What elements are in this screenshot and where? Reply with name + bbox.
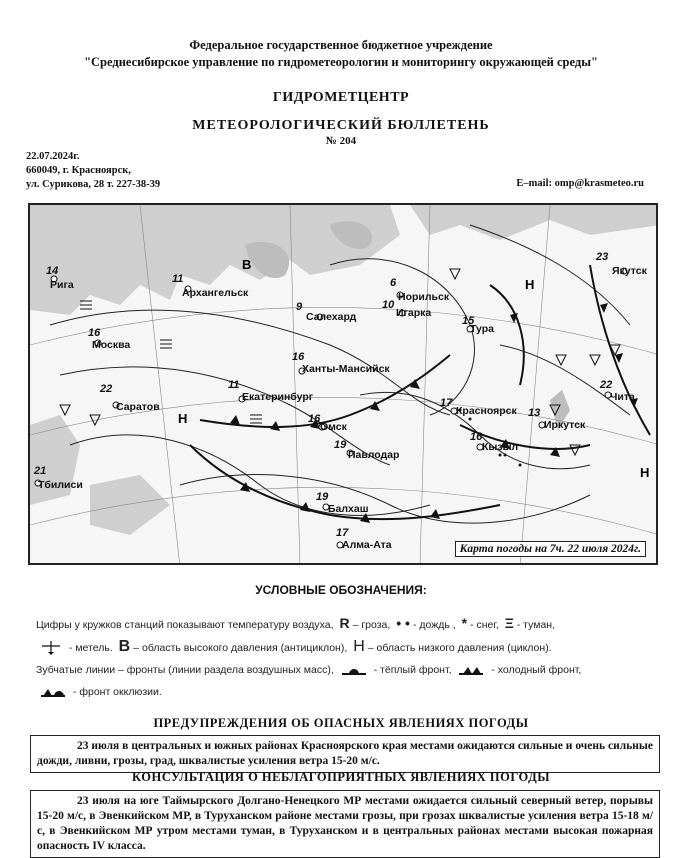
legend-warm-text: - тёплый фронт, bbox=[373, 664, 452, 676]
center-name: ГИДРОМЕТЦЕНТР bbox=[272, 90, 410, 105]
legend-cold-text: - холодный фронт, bbox=[491, 664, 582, 676]
city-tbilisi: Тбилиси bbox=[38, 479, 83, 491]
warnings-title: ПРЕДУПРЕЖДЕНИЯ ОБ ОПАСНЫХ ЯВЛЕНИЯХ ПОГОДЫ bbox=[153, 716, 529, 730]
warnings-box: 23 июля в центральных и южных районах Красноярского края местами ожидаются сильные и очень сильные дожди, ливни, грозы, град, шквалистые усиления ветра 15-20 м/с. bbox=[30, 735, 660, 773]
street-address: ул. Сурикова, 28 т. 227-38-39 bbox=[26, 179, 161, 190]
temp-alma-ata: 17 bbox=[336, 527, 349, 539]
city-pavlodar: Павлодар bbox=[348, 449, 400, 461]
bulletin-title: МЕТЕОРОЛОГИЧЕСКИЙ БЮЛЛЕТЕНЬ bbox=[192, 118, 490, 133]
city-saratov: Саратов bbox=[116, 401, 160, 413]
temp-irkutsk: 13 bbox=[528, 407, 541, 419]
temp-saratov: 22 bbox=[100, 383, 113, 395]
city-balkhash: Балхаш bbox=[328, 503, 369, 515]
bulletin-number: № 204 bbox=[325, 135, 357, 147]
legend bbox=[36, 612, 656, 703]
city-khanty-mansiysk: Ханты-Мансийск bbox=[302, 363, 390, 375]
temp-salekhard: 9 bbox=[296, 301, 303, 313]
temp-riga: 14 bbox=[46, 265, 59, 277]
consultation-box: 23 июля на юге Таймырского Долгано-Ненецкого МР местами ожидается сильный северный ветер, порывы 15-20 м/с, в Эвенкийском МР, в Туруханском районе местами грозы, при грозах шквалистые усиления ветра 15-18 м/с, в Эвенкийском МР утром местами туман, в Туруханском и в центральных районах местами высокая пожарная опасность IV класса. bbox=[30, 790, 660, 858]
temp-khanty-mansiysk: 16 bbox=[292, 351, 305, 363]
legend-blizzard-text: - метель. bbox=[68, 642, 113, 654]
legend-title: УСЛОВНЫЕ ОБОЗНАЧЕНИЯ: bbox=[255, 583, 427, 597]
low-pressure-label-3: Н bbox=[640, 465, 650, 480]
temp-ekaterinburg: 11 bbox=[228, 379, 240, 391]
rain-icon: • • bbox=[396, 615, 410, 631]
map-caption: Карта погоды на 7ч. 22 июля 2024г. bbox=[455, 541, 646, 557]
legend-temp-text: Цифры у кружков станций показывают температуру воздуха, bbox=[36, 619, 334, 631]
city-riga: Рига bbox=[50, 279, 74, 291]
high-pressure-label: В bbox=[242, 257, 252, 272]
city-tura: Тура bbox=[470, 323, 494, 335]
city-kyzyl: Кызыл bbox=[482, 441, 519, 453]
legend-rain-text: - дождь , bbox=[412, 619, 456, 631]
low-pressure-label-2: Н bbox=[525, 277, 535, 292]
thunder-icon: R bbox=[339, 615, 350, 631]
legend-low-text: – область низкого давления (циклон). bbox=[367, 642, 552, 654]
postal-address: 660049, г. Красноярск, bbox=[26, 165, 131, 176]
legend-fog-text: - туман, bbox=[516, 619, 556, 631]
weather-map bbox=[28, 203, 658, 565]
city-yakutsk: Якутск bbox=[612, 265, 647, 277]
temp-chita: 22 bbox=[600, 379, 613, 391]
high-pressure-icon: В bbox=[118, 638, 131, 655]
city-ekaterinburg: Екатеринбург bbox=[242, 391, 314, 403]
legend-row-4 bbox=[36, 681, 656, 703]
legend-occlusion-text: - фронт окклюзии. bbox=[72, 686, 162, 698]
temp-igarka: 10 bbox=[382, 299, 395, 311]
bulletin-meta bbox=[26, 150, 160, 192]
temp-yakutsk: 23 bbox=[596, 251, 609, 263]
legend-row-1 bbox=[36, 612, 656, 636]
city-omsk: Омск bbox=[320, 421, 347, 433]
consultation-title: КОНСУЛЬТАЦИЯ О НЕБЛАГОПРИЯТНЫХ ЯВЛЕНИЯХ ПОГОДЫ bbox=[132, 770, 550, 784]
temp-tura: 15 bbox=[462, 315, 475, 327]
city-chita: Чита bbox=[610, 391, 635, 403]
bulletin-date: 22.07.2024г. bbox=[26, 151, 80, 162]
city-igarka: Игарка bbox=[396, 307, 432, 319]
temp-moskva: 16 bbox=[88, 327, 101, 339]
temp-balkhash: 19 bbox=[316, 491, 329, 503]
legend-row-3 bbox=[36, 659, 656, 681]
legend-thunder-text: – гроза, bbox=[352, 619, 391, 631]
legend-fronts-text: Зубчатые линии – фронты (линии раздела воздушных масс), bbox=[36, 664, 334, 676]
warm-front-icon bbox=[341, 664, 367, 676]
city-salekhard: Салехард bbox=[306, 311, 357, 323]
temp-tbilisi: 21 bbox=[34, 465, 47, 477]
temp-arkhangelsk: 11 bbox=[172, 273, 184, 285]
city-arkhangelsk: Архангельск bbox=[182, 287, 249, 299]
cold-front-icon bbox=[458, 664, 484, 676]
blizzard-icon bbox=[40, 640, 62, 656]
organization-full-name: "Среднесибирское управление по гидрометеорологии и мониторингу окружающей среды" bbox=[84, 55, 598, 69]
temp-pavlodar: 19 bbox=[334, 439, 347, 451]
temp-norilsk: 6 bbox=[390, 277, 397, 289]
city-krasnoyarsk: Красноярск bbox=[456, 405, 517, 417]
low-pressure-icon: Н bbox=[353, 638, 365, 655]
organization-name: Федеральное государственное бюджетное учреждение bbox=[189, 38, 493, 52]
temp-krasnoyarsk: 17 bbox=[440, 397, 453, 409]
temp-omsk: 16 bbox=[308, 413, 321, 425]
email-address[interactable]: E–mail: omp@krasmeteo.ru bbox=[516, 178, 644, 189]
low-pressure-label-1: Н bbox=[178, 411, 188, 426]
city-norilsk: Норильск bbox=[398, 291, 450, 303]
snow-icon: * bbox=[461, 615, 468, 631]
legend-row-2 bbox=[36, 636, 656, 659]
occlusion-front-icon bbox=[40, 686, 66, 698]
legend-high-text: – область высокого давления (антициклон), bbox=[133, 642, 348, 654]
city-moskva: Москва bbox=[92, 339, 131, 351]
legend-snow-text: - снег, bbox=[470, 619, 499, 631]
temp-kyzyl: 16 bbox=[470, 431, 483, 443]
fog-icon: Ξ bbox=[504, 615, 514, 631]
city-irkutsk: Иркутск bbox=[544, 419, 586, 431]
city-alma-ata: Алма-Ата bbox=[342, 539, 392, 551]
